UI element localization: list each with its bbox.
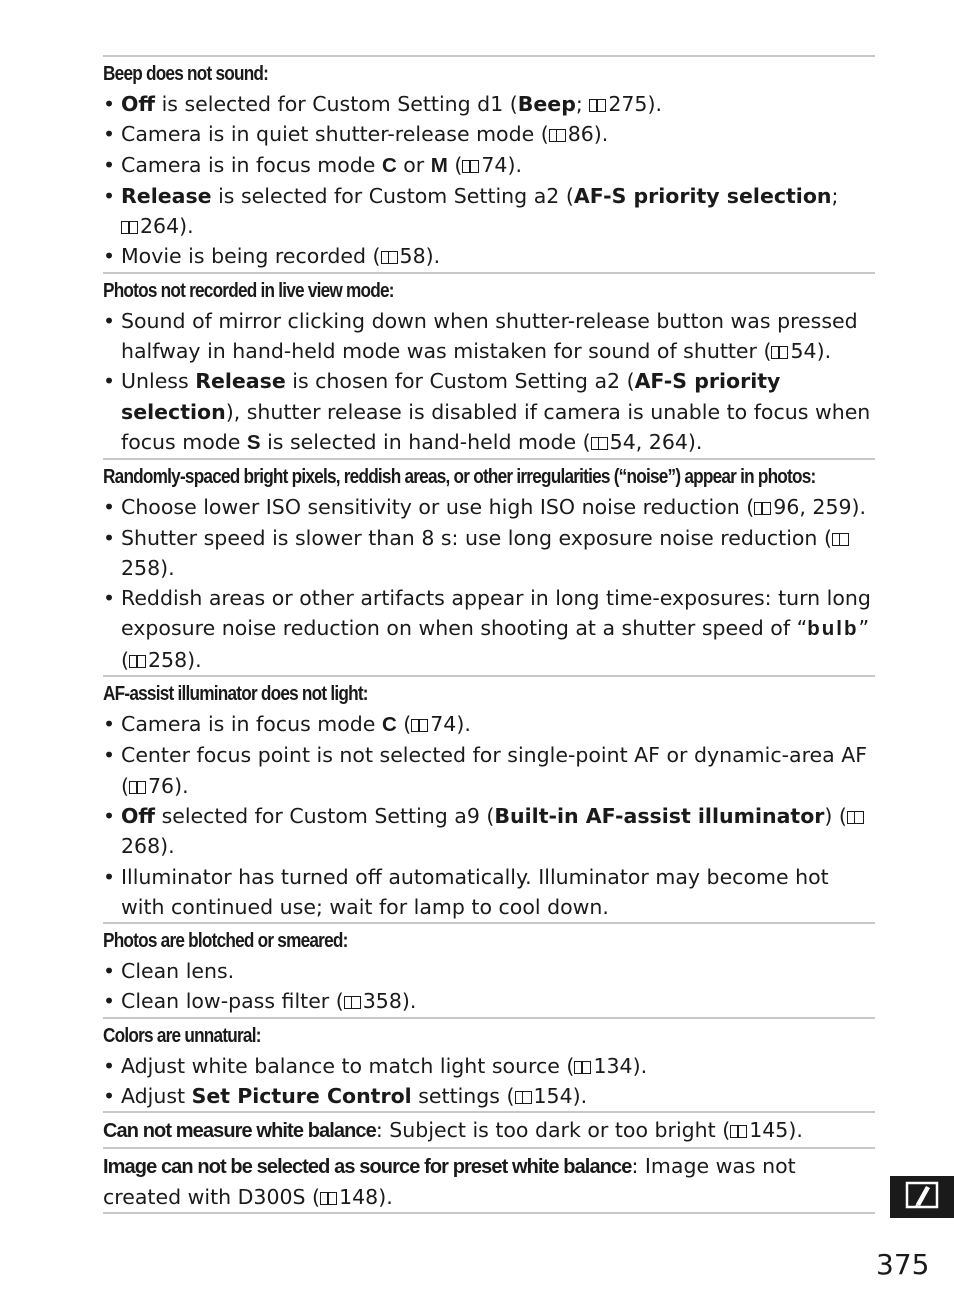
troubleshooting-list [103, 55, 875, 1214]
book-icon [589, 99, 606, 112]
list-item: • Adjust white balance to match light source ( 134). [103, 1051, 875, 1081]
section-heading: Randomly-spaced bright pixels, reddish areas, or other irregularities (“noise”) appear in photos: [103, 466, 816, 489]
book-icon [462, 160, 479, 173]
list-item: • Unless Release is chosen for Custom Setting a2 (AF-S priority selection), shutter release is disabled if camera is unable to focus when focus mode S is selected in hand-held mode ( 54, 264). [103, 366, 875, 458]
troubleshooting-tab [890, 1176, 954, 1218]
book-icon [847, 811, 864, 824]
section-heading: Beep does not sound: [103, 63, 269, 85]
book-icon [549, 129, 566, 142]
book-icon [411, 719, 428, 732]
list-item: • Camera is in focus mode C or M ( 74). [103, 150, 875, 181]
section-heading: Photos not recorded in live view mode: [103, 279, 394, 302]
section-colors [103, 1017, 875, 1112]
section-inline-text: Can not measure white balance: Subject is too dark or too bright ( 145). [103, 1118, 803, 1143]
book-icon [574, 1061, 591, 1074]
section-measure-wb [103, 1111, 875, 1146]
list-item: • Shutter speed is slower than 8 s: use long exposure noise reduction (258). [103, 523, 875, 584]
book-icon [381, 251, 398, 264]
list-item: • Clean lens. [103, 956, 875, 986]
book-icon [129, 781, 146, 794]
section-live-view [103, 272, 875, 458]
section-heading: Photos are blotched or smeared: [103, 930, 348, 953]
section-noise [103, 458, 875, 675]
list-item: • Adjust Set Picture Control settings ( 154). [103, 1081, 875, 1111]
section-preset-wb [103, 1147, 875, 1215]
list-item: • Release is selected for Custom Setting a2 (AF-S priority selection; 264). [103, 181, 875, 242]
book-icon [344, 996, 361, 1009]
list-item: • Choose lower ISO sensitivity or use high ISO noise reduction ( 96, 259). [103, 492, 875, 522]
troubleshooting-icon [904, 1180, 940, 1214]
list-item: • Clean low-pass filter ( 358). [103, 986, 875, 1016]
section-heading: Image can not be selected as source for preset white balance [103, 1155, 632, 1178]
book-icon [320, 1192, 337, 1205]
book-icon [591, 437, 608, 450]
section-heading: AF-assist illuminator does not light: [103, 683, 368, 706]
page-number: 375 [876, 1248, 930, 1281]
book-icon [771, 346, 788, 359]
section-heading: Colors are unnatural: [103, 1024, 261, 1047]
book-icon [129, 655, 146, 668]
list-item: • Camera is in quiet shutter-release mode ( 86). [103, 119, 875, 149]
list-item: • Reddish areas or other artifacts appear in long time-exposures: turn long exposure noise reduction on when shooting at a shutter speed of “bulb” ( 258). [103, 583, 875, 675]
bulb-display-text: bulb [807, 617, 859, 641]
book-icon [730, 1125, 747, 1138]
list-item: • Center focus point is not selected for single-point AF or dynamic-area AF ( 76). [103, 740, 875, 801]
list-item: • Off is selected for Custom Setting d1 (Beep; 275). [103, 89, 875, 119]
book-icon [832, 533, 849, 546]
section-beep [103, 55, 875, 272]
list-item: • Movie is being recorded ( 58). [103, 241, 875, 271]
section-af-assist [103, 675, 875, 922]
list-item: • Sound of mirror clicking down when shutter-release button was pressed halfway in hand-held mode was mistaken for sound of shutter ( 54). [103, 306, 875, 367]
book-icon [515, 1091, 532, 1104]
book-icon [754, 502, 771, 515]
section-heading: Can not measure white balance [103, 1120, 376, 1143]
list-item: • Illuminator has turned off automatically. Illuminator may become hot with continued use; wait for lamp to cool down. [103, 862, 875, 923]
book-icon [121, 221, 138, 234]
section-blotched [103, 922, 875, 1017]
list-item: • Off selected for Custom Setting a9 (Built-in AF-assist illuminator) (268). [103, 801, 875, 862]
list-item: • Camera is in focus mode C ( 74). [103, 709, 875, 740]
section-inline-text: Image can not be selected as source for preset white balance: Image was not created with D300S ( 148). [103, 1153, 796, 1209]
